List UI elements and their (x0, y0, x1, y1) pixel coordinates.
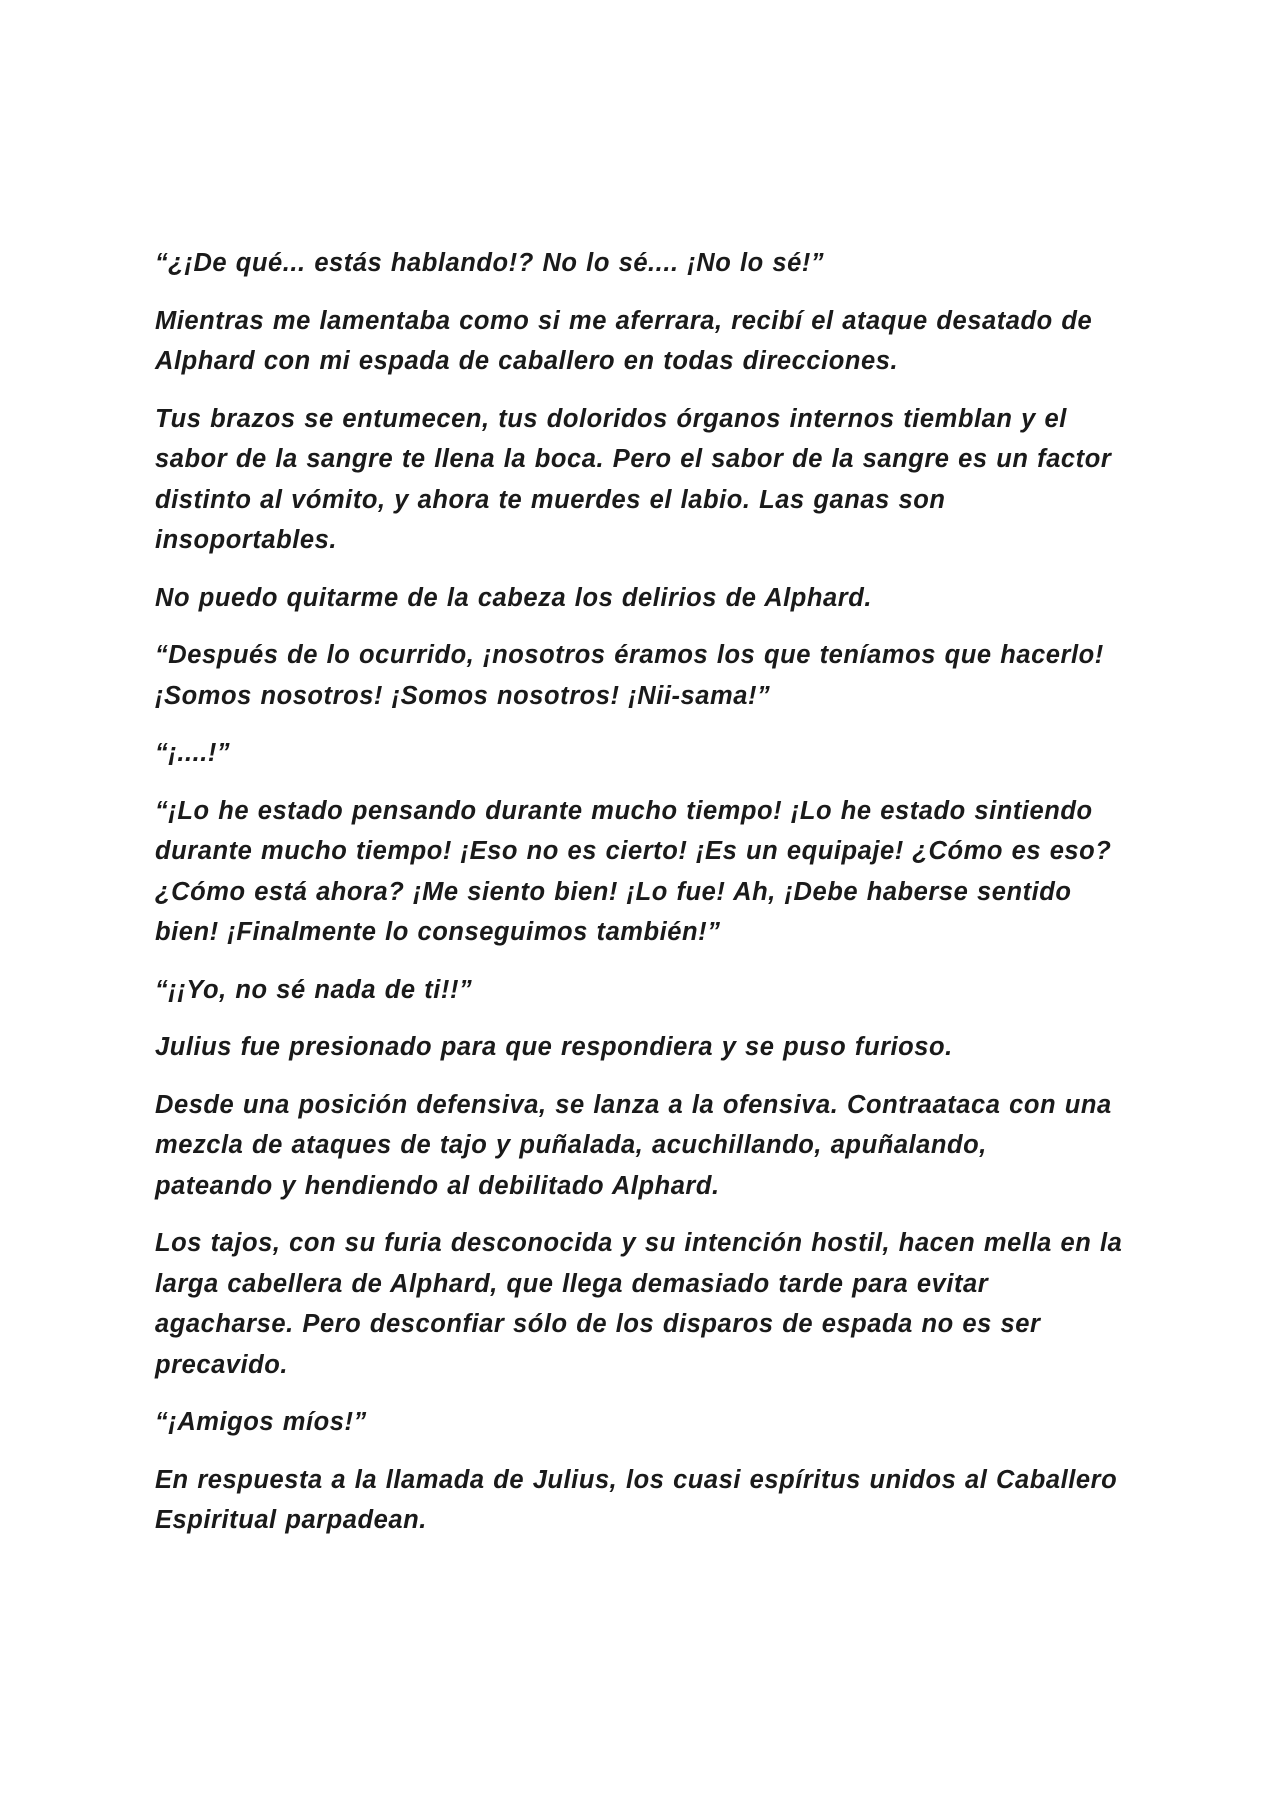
text-line: Alphard con mi espada de caballero en todas direcciones. (155, 347, 899, 375)
document-body (155, 243, 1135, 1558)
text-line: insoportables. (155, 526, 337, 554)
text-line: distinto al vómito, y ahora te muerdes el labio. Las ganas son (155, 485, 946, 514)
text-line: “¡Lo he estado pensando durante mucho tiempo! ¡Lo he estado sintiendo (155, 796, 1093, 825)
text-line: sabor de la sangre te llena la boca. Pero el sabor de la sangre es un factor (155, 445, 1112, 473)
text-line: larga cabellera de Alphard, que llega demasiado tarde para evitar (155, 1269, 989, 1298)
paragraph (155, 733, 1135, 774)
text-line: Espiritual parpadean. (155, 1506, 427, 1534)
text-line: Julius fue presionado para que respondiera y se puso furioso. (155, 1033, 953, 1061)
text-line: No puedo quitarme de la cabeza los delirios de Alphard. (155, 583, 873, 612)
paragraph (155, 970, 1135, 1011)
text-line: “¿¡De qué... estás hablando!? No lo sé.... ¡No lo sé!” (155, 249, 825, 277)
paragraph (155, 1085, 1135, 1207)
text-line: “Después de lo ocurrido, ¡nosotros éramos los que teníamos que hacerlo! (155, 641, 1104, 669)
paragraph (155, 1027, 1135, 1068)
paragraph (155, 578, 1135, 619)
paragraph (155, 1460, 1135, 1541)
paragraph (155, 243, 1135, 284)
text-line: bien! ¡Finalmente lo conseguimos también!” (155, 918, 721, 946)
paragraph (155, 399, 1135, 561)
text-line: pateando y hendiendo al debilitado Alphard. (155, 1171, 720, 1200)
text-line: “¡....!” (155, 739, 231, 767)
text-line: ¿Cómo está ahora? ¡Me siento bien! ¡Lo fue! Ah, ¡Debe haberse sentido (155, 877, 1072, 906)
text-line: Tus brazos se entumecen, tus doloridos órganos internos tiemblan y el (155, 404, 1067, 433)
text-line: Los tajos, con su furia desconocida y su intención hostil, hacen mella en la (155, 1229, 1123, 1257)
text-line: agacharse. Pero desconfiar sólo de los disparos de espada no es ser (155, 1310, 1041, 1338)
text-line: Desde una posición defensiva, se lanza a la ofensiva. Contraataca con una (155, 1090, 1112, 1119)
paragraph (155, 1402, 1135, 1443)
text-line: “¡Amigos míos!” (155, 1408, 367, 1436)
paragraph (155, 791, 1135, 953)
text-line: precavido. (155, 1350, 289, 1379)
text-line: mezcla de ataques de tajo y puñalada, acuchillando, apuñalando, (155, 1131, 987, 1159)
text-line: En respuesta a la llamada de Julius, los cuasi espíritus unidos al Caballero (155, 1465, 1118, 1494)
text-line: “¡¡Yo, no sé nada de ti!!” (155, 975, 473, 1004)
text-line: ¡Somos nosotros! ¡Somos nosotros! ¡Nii-sama!” (155, 681, 771, 710)
paragraph (155, 1223, 1135, 1385)
text-line: durante mucho tiempo! ¡Eso no es cierto! ¡Es un equipaje! ¿Cómo es eso? (155, 837, 1112, 865)
text-line: Mientras me lamentaba como si me aferrara, recibí el ataque desatado de (155, 306, 1093, 335)
paragraph (155, 301, 1135, 382)
paragraph (155, 635, 1135, 716)
